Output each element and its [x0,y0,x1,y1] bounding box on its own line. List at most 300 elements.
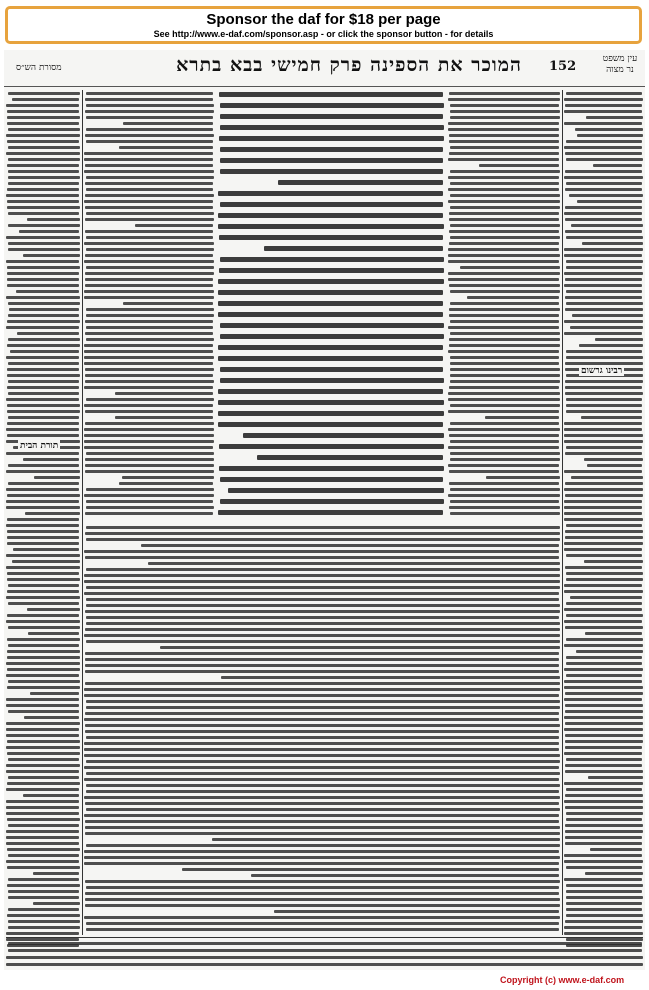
rashbam-lines [84,90,214,520]
text-line [565,392,643,395]
text-line [86,212,214,215]
text-line [450,404,560,407]
text-line [449,314,559,317]
right-margin-lines [564,90,643,950]
text-line [84,634,560,637]
text-line [565,734,643,737]
text-line [8,314,79,317]
text-line [564,332,642,335]
text-line [485,416,559,419]
text-line [449,470,559,473]
text-line [85,658,559,661]
text-line [219,92,443,97]
text-line [577,134,643,137]
text-line [218,422,443,427]
text-line [486,476,560,479]
text-line [450,182,559,185]
lower-lines [84,524,560,934]
text-line [479,164,559,167]
text-line [8,908,79,911]
text-line [566,158,643,161]
text-line [6,806,79,809]
text-line [448,254,560,257]
text-line [221,676,560,679]
text-line [7,578,80,581]
text-line [85,368,214,371]
left-margin-commentary [6,90,80,950]
text-line [7,638,80,641]
text-line [7,110,79,113]
text-line [85,164,213,167]
text-line [219,466,444,471]
text-line [6,152,80,155]
text-line [85,724,560,727]
text-line [8,464,79,467]
text-line [564,506,642,509]
text-line [448,494,560,497]
text-line [12,560,80,563]
text-line [566,614,643,617]
text-line [564,254,642,257]
text-line [449,308,560,311]
text-line [86,488,214,491]
text-line [122,476,214,479]
text-line [8,680,80,683]
text-line [85,898,560,901]
text-line [86,772,560,775]
text-line [581,416,642,419]
text-line [566,350,642,353]
text-line [7,434,79,437]
text-line [449,506,560,509]
text-line [588,776,643,779]
text-line [564,146,642,149]
text-line [85,820,559,823]
text-line [85,134,214,137]
text-line [8,942,642,945]
text-line [6,236,80,239]
copyright-notice: Copyright (c) www.e-daf.com [500,975,625,985]
text-line [450,290,560,293]
text-line [8,146,80,149]
text-line [84,850,559,853]
text-line [220,378,444,383]
text-line [564,800,643,803]
text-line [85,470,214,473]
text-line [570,596,642,599]
text-line [85,278,213,281]
text-line [182,868,559,871]
text-line [86,128,213,131]
text-line [6,620,80,623]
text-line [86,500,213,503]
text-line [85,512,213,515]
talmud-page-scan [4,50,645,970]
text-line [8,380,79,383]
text-line [450,302,559,305]
rabbeinu-gershom-label: רבינו גרשום [581,366,623,376]
text-line [566,398,642,401]
rashbam-column [84,90,214,520]
text-line [564,752,642,755]
text-line [566,656,642,659]
text-line [590,848,642,851]
text-line [564,176,643,179]
text-line [10,350,79,353]
text-line [8,920,80,923]
text-line [86,790,559,793]
text-line [6,506,80,509]
text-line [8,242,80,245]
text-line [84,152,213,155]
text-line [86,706,560,709]
text-line [86,92,213,95]
text-line [84,748,559,751]
text-line [86,640,560,643]
text-line [6,500,79,503]
text-line [7,668,80,671]
text-line [34,476,80,479]
text-line [6,194,79,197]
text-line [218,279,444,284]
text-line [566,572,643,575]
text-line [565,296,642,299]
text-line [218,290,443,295]
text-line [7,590,79,593]
banner-title: Sponsor the daf for $18 per page [206,11,441,28]
text-line [564,434,643,437]
text-line [566,602,642,605]
text-line [566,788,642,791]
text-line [85,254,213,257]
text-line [565,170,642,173]
text-line [448,176,559,179]
text-line [218,510,443,515]
text-line [30,692,79,695]
text-line [564,272,643,275]
text-line [6,698,79,701]
text-line [6,836,79,839]
text-line [6,428,79,431]
text-line [564,860,643,863]
text-line [6,770,79,773]
text-line [564,248,643,251]
text-line [448,158,559,161]
text-line [84,428,214,431]
text-line [243,433,444,438]
text-line [8,710,79,713]
text-line [7,266,80,269]
text-line [85,182,213,185]
text-line [564,512,642,515]
text-line [566,812,643,815]
text-line [6,452,79,455]
text-line [565,152,642,155]
text-line [450,116,560,119]
text-line [8,949,642,952]
text-line [23,794,79,797]
text-line [564,686,643,689]
text-line [449,386,559,389]
text-line [85,422,214,425]
sponsor-banner[interactable] [5,6,642,44]
text-line [84,742,559,745]
text-line [450,500,559,503]
text-line [85,464,214,467]
text-line [85,98,213,101]
text-line [7,518,79,521]
text-line [84,296,214,299]
text-line [564,728,643,731]
text-line [566,260,643,263]
text-line [85,194,214,197]
text-line [85,556,559,559]
text-line [228,488,444,493]
text-line [450,224,560,227]
text-line [6,260,79,263]
text-line [7,284,79,287]
text-line [86,928,559,931]
text-line [448,326,559,329]
text-line [577,200,642,203]
text-line [86,844,560,847]
text-line [160,646,560,649]
text-line [220,147,443,152]
text-line [84,170,214,173]
text-line [564,680,642,683]
text-line [7,542,79,545]
text-line [450,422,559,425]
text-line [565,566,642,569]
text-line [6,722,80,725]
text-line [7,164,79,167]
text-line [28,632,79,635]
text-line [448,128,559,131]
text-line [565,806,643,809]
text-line [6,104,79,107]
text-line [565,494,643,497]
text-line [587,464,642,467]
text-line [84,856,560,859]
text-line [86,886,559,889]
text-line [460,266,560,269]
text-line [84,580,560,583]
text-line [6,566,80,569]
text-line [564,110,642,113]
text-line [6,488,79,491]
text-line [86,568,560,571]
text-line [17,332,79,335]
text-line [86,922,559,925]
text-line [84,446,213,449]
text-line [7,752,80,755]
text-line [84,688,560,691]
sponsor-link[interactable]: See http://www.e-daf.com/sponsor.asp - or click the sponsor button - for details [153,29,494,39]
text-line [450,104,559,107]
text-line [8,926,80,929]
text-line [85,218,214,221]
column-divider-right [562,90,563,935]
text-line [450,362,559,365]
text-line [566,554,642,557]
text-line [566,302,643,305]
text-line [84,574,560,577]
text-line [84,260,214,263]
text-line [565,104,642,107]
text-line [566,266,642,269]
text-line [7,422,79,425]
text-line [564,212,642,215]
text-line [448,272,560,275]
text-line [86,604,560,607]
text-line [86,266,214,269]
text-line [25,512,80,515]
text-line [85,826,560,829]
text-line [448,464,559,467]
text-line [586,116,643,119]
text-line [85,206,213,209]
text-line [8,854,79,857]
text-line [85,880,560,883]
text-line [8,416,79,419]
text-line [86,700,560,703]
text-line [123,122,213,125]
text-line [220,114,443,119]
text-line [12,98,79,101]
text-line [7,614,79,617]
text-line [566,524,642,527]
text-line [8,176,80,179]
text-line [86,104,214,107]
text-line [84,778,559,781]
text-line [7,686,80,689]
text-line [86,452,214,455]
text-line [565,920,643,923]
text-line [84,796,560,799]
text-line [6,842,79,845]
text-line [448,428,560,431]
text-line [450,194,560,197]
text-line [6,830,79,833]
text-line [8,602,79,605]
text-line [7,404,80,407]
text-line [218,389,443,394]
text-line [450,356,559,359]
text-line [450,374,560,377]
text-line [564,542,643,545]
text-line [564,644,643,647]
text-line [566,818,642,821]
text-line [450,110,560,113]
text-line [84,814,559,817]
text-line [84,862,559,865]
text-line [86,616,559,619]
text-line [7,650,80,653]
text-line [571,476,643,479]
text-line [84,362,213,365]
text-line [274,910,559,913]
text-line [448,98,560,101]
text-line [565,380,643,383]
text-line [564,854,642,857]
text-line [565,188,642,191]
masoret-hashas-label: מסורת הש״ס [16,63,62,73]
text-line [449,140,559,143]
text-line [7,122,79,125]
text-line [564,878,642,881]
text-line [448,260,559,263]
text-line [86,398,214,401]
text-line [8,392,79,395]
text-line [565,704,643,707]
text-line [220,202,443,207]
text-line [84,694,559,697]
text-line [449,434,559,437]
text-line [467,296,559,299]
text-line [86,784,560,787]
text-line [564,500,642,503]
lower-commentary [84,524,560,934]
text-line [450,332,560,335]
text-line [84,290,214,293]
text-line [8,158,80,161]
text-line [566,758,642,761]
text-line [220,334,444,339]
text-line [84,404,213,407]
text-line [86,188,213,191]
text-line [7,530,79,533]
text-line [218,356,443,361]
text-line [595,338,643,341]
text-line [450,368,560,371]
text-line [27,218,80,221]
text-line [27,608,80,611]
text-line [7,866,80,869]
text-line [565,836,642,839]
text-line [579,344,643,347]
text-line [84,242,214,245]
text-line [6,674,79,677]
text-line [572,314,643,317]
text-line [264,246,443,251]
text-line [84,916,560,919]
text-line [566,290,642,293]
text-line [566,356,643,359]
text-line [449,230,559,233]
text-line [448,410,559,413]
text-line [85,410,213,413]
text-line [448,446,559,449]
text-line [84,550,559,553]
text-line [85,272,214,275]
text-line [7,884,80,887]
text-line [450,380,560,383]
text-line [85,374,213,377]
text-line [593,164,642,167]
text-line [6,470,80,473]
text-line [564,932,643,935]
text-line [564,98,643,101]
text-line [564,440,643,443]
text-line [565,830,643,833]
text-line [6,788,79,791]
text-line [7,200,79,203]
text-line [85,682,560,685]
text-line [218,312,443,317]
text-line [565,692,643,695]
text-line [564,548,642,551]
text-line [6,734,79,737]
